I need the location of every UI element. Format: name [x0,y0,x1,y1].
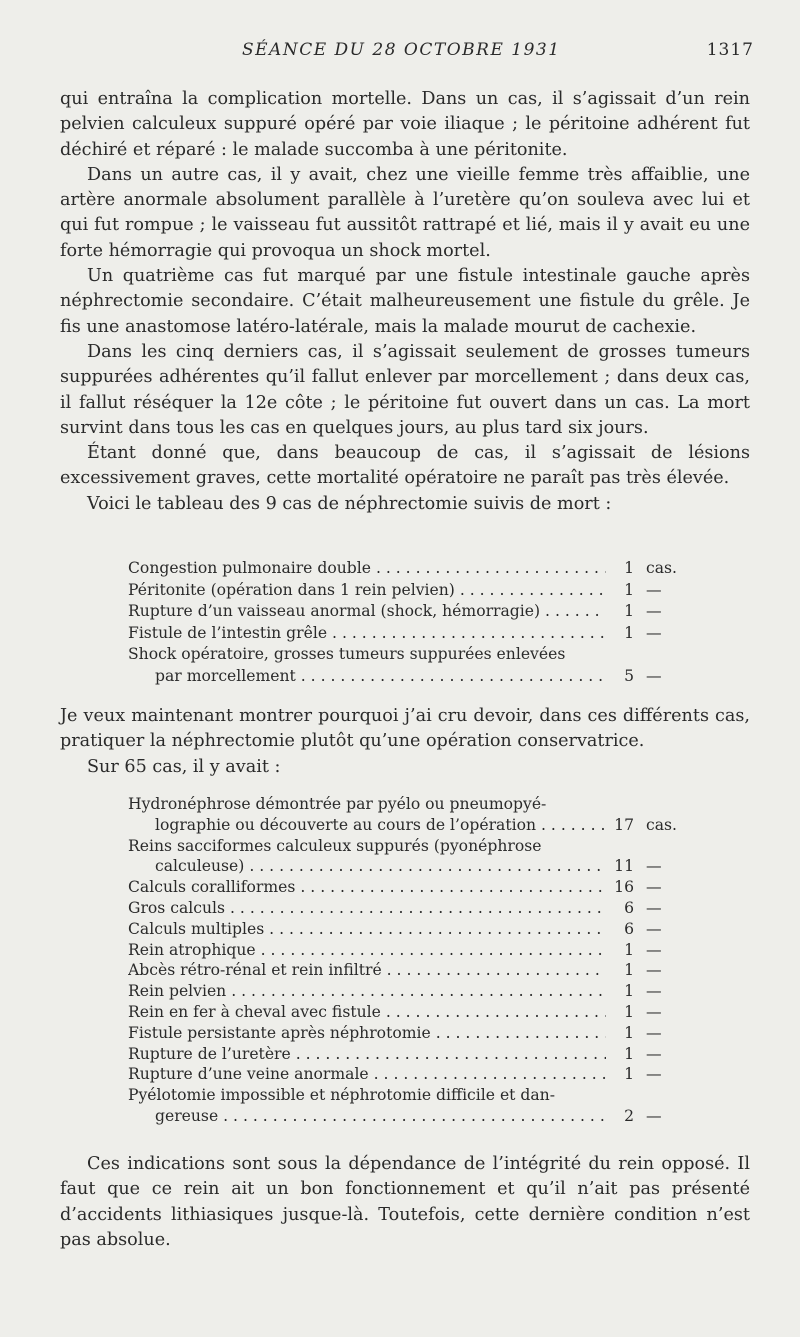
row-label-continued: gereuse [155,1106,219,1125]
table-row [128,624,688,646]
table-row [128,581,688,603]
row-label: Rein atrophique [128,940,256,959]
row-unit: cas. [646,559,677,577]
row-label: Shock opératoire, grosses tumeurs suppurées enlevées [128,645,566,663]
indications-table [128,795,688,1128]
row-label: Péritonite (opération dans 1 rein pelvien) [128,580,455,599]
row-count: 1 [624,1044,634,1063]
table-row [128,1024,688,1045]
row-unit: — [646,898,662,917]
row-count: 1 [624,961,634,980]
paragraph: qui entraîna la complication mortelle. Dans un cas, il s’agissait d’un rein pelvien calculeux suppuré opéré par voie iliaque ; le péritoine adhérent fut déchiré et réparé : le malade succomba à une péritonite. [60,89,750,160]
paragraph: Étant donné que, dans beaucoup de cas, il s’agissait de lésions excessivement graves, cette mortalité opératoire ne paraît pas très élevée. [60,443,750,489]
table-row [128,602,688,624]
row-count: 1 [624,602,634,620]
row-count: 1 [624,982,634,1001]
row-unit: — [646,1002,662,1021]
row-count: 1 [624,940,634,959]
row-label: Rupture de l’uretère [128,1044,291,1063]
page-number: 1317 [706,40,754,60]
table-row [128,559,688,581]
paragraph: Je veux maintenant montrer pourquoi j’ai cru devoir, dans ces différents cas, pratiquer la néphrectomie plutôt qu’une opération conservatrice. [60,706,750,752]
text-block-1 [60,87,750,517]
table-row [128,1045,688,1066]
row-label-continued: par morcellement [155,666,296,685]
table-row [128,1107,688,1128]
row-count: 1 [624,623,634,642]
row-label: Hydronéphrose démontrée par pyélo ou pneumopyé- [128,795,547,813]
row-unit: cas. [646,815,677,834]
row-unit: — [646,982,662,1001]
header-title: SÉANCE DU 28 OCTOBRE 1931 [242,40,561,60]
paragraph: Un quatrième cas fut marqué par une fistule intestinale gauche après néphrectomie secondaire. C’était malheureusement une fistule du grêle. Je fis une anastomose latéro-latérale, mais la malade mourut de cachexie. [60,266,750,337]
row-label-continued: lographie ou découverte au cours de l’opération [155,815,537,834]
table-row [128,1003,688,1024]
text-block-2 [60,704,750,780]
table-row [128,795,688,816]
row-label: Congestion pulmonaire double [128,559,371,577]
table-row [128,1065,688,1086]
paragraph: Ces indications sont sous la dépendance de l’intégrité du rein opposé. Il faut que ce rein ait un bon fonctionnement et qu’il n’ait pas présenté d’accidents lithiasiques jusque-là. Toutefois, cette dernière condition n’est pas absolue. [60,1154,750,1250]
row-count: 1 [624,580,634,599]
row-label: Reins sacciformes calculeux suppurés (pyonéphrose [128,836,542,855]
row-count: 17 [614,815,634,834]
row-count: 1 [624,1002,634,1021]
table-row [128,645,688,667]
row-unit: — [646,919,662,938]
table-row [128,1086,688,1107]
mortality-table [128,559,688,688]
row-count: 5 [624,666,634,685]
paragraph: Dans les cinq derniers cas, il s’agissait seulement de grosses tumeurs suppurées adhérentes qu’il fallut enlever par morcellement ; dans deux cas, il fallut réséquer la 12e côte ; le péritoine fut ouvert dans un cas. La mort survint dans tous les cas en quelques jours, au plus tard six jours. [60,341,750,438]
row-label: Rupture d’un vaisseau anormal (shock, hémorragie) [128,602,541,620]
table-row [128,982,688,1003]
row-count: 1 [624,559,634,577]
row-unit: — [646,1023,662,1042]
table-row [128,899,688,920]
paragraph: Dans un autre cas, il y avait, chez une vieille femme très affaiblie, une artère anormale absolument parallèle à l’uretère qu’on souleva avec lui et qui fut rompue ; le vaisseau fut aussitôt rattrapé et lié, mais il y avait eu une forte hémorragie qui provoqua un shock mortel. [60,164,750,261]
table-row [128,941,688,962]
row-unit: — [646,1044,662,1063]
row-unit: — [646,1065,662,1084]
row-label: Rein pelvien [128,982,227,1001]
row-unit: — [646,961,662,980]
row-count: 6 [624,919,634,938]
table-row [128,837,688,858]
row-label: Fistule persistante après néphrotomie [128,1023,431,1042]
row-label: Rein en fer à cheval avec fistule [128,1002,381,1021]
row-label: Abcès rétro-rénal et rein infiltré [128,961,382,980]
row-count: 1 [624,1065,634,1084]
row-label-continued: calculeuse) [155,857,245,876]
running-header [0,40,800,68]
row-label: Fistule de l’intestin grêle [128,623,328,642]
row-label: Calculs multiples [128,919,265,938]
row-unit: — [646,666,662,685]
table-row [128,667,688,689]
table-row [128,878,688,899]
row-count: 1 [624,1023,634,1042]
row-unit: — [646,940,662,959]
row-unit: — [646,602,662,620]
row-label: Gros calculs [128,898,226,917]
text-block-3 [60,1152,750,1253]
table-row [128,816,688,837]
row-count: 2 [624,1106,634,1125]
row-label: Rupture d’une veine anormale [128,1065,369,1084]
row-unit: — [646,623,662,642]
paragraph: Sur 65 cas, il y avait : [87,756,281,777]
row-count: 16 [614,878,634,897]
table-row [128,961,688,982]
row-count: 11 [614,857,634,876]
row-label: Calculs coralliformes [128,878,296,897]
table-row [128,920,688,941]
row-label: Pyélotomie impossible et néphrotomie difficile et dan- [128,1086,555,1105]
row-unit: — [646,1106,662,1125]
row-count: 6 [624,898,634,917]
row-unit: — [646,580,662,599]
row-unit: — [646,857,662,876]
paragraph: Voici le tableau des 9 cas de néphrectomie suivis de mort : [87,493,612,514]
row-unit: — [646,878,662,897]
table-row [128,857,688,878]
